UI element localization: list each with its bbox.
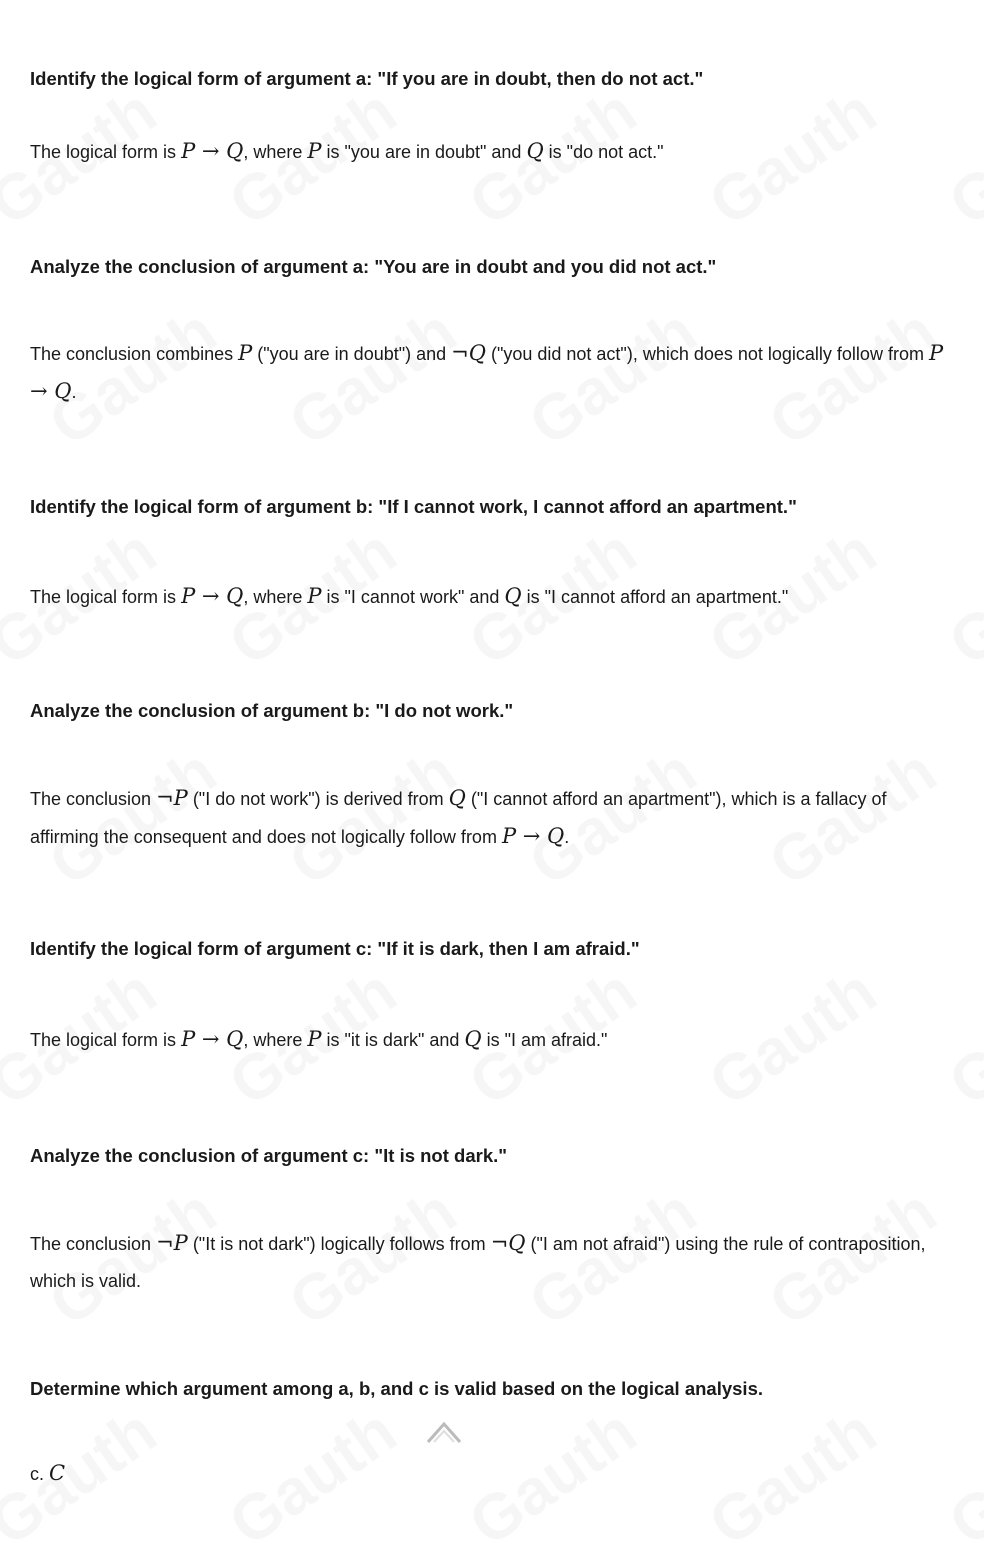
math-expression: P: [307, 584, 322, 608]
chevron-up-icon[interactable]: [424, 1418, 464, 1446]
text-segment: The logical form is: [30, 1030, 182, 1050]
step-heading: [30, 60, 954, 97]
text-segment: .: [71, 382, 77, 402]
text-segment: The conclusion combines: [30, 344, 239, 364]
math-expression: ¬P: [156, 786, 188, 810]
math-expression: Q: [464, 1027, 482, 1051]
math-expression: P: [307, 139, 322, 163]
step-text: [30, 1225, 954, 1300]
math-expression: P → Q: [181, 584, 244, 608]
math-expression: C: [49, 1461, 66, 1485]
step-text: [30, 1021, 954, 1059]
math-expression: Q: [448, 786, 466, 810]
text-segment: Analyze the conclusion of argument a: "You are in doubt and you did not act.": [30, 256, 717, 277]
math-expression: ¬Q: [490, 1231, 526, 1255]
math-expression: P: [307, 1027, 322, 1051]
math-expression: Q: [526, 139, 544, 163]
text-segment: ("It is not dark") logically follows from: [187, 1234, 491, 1254]
math-expression: P → Q: [181, 139, 244, 163]
text-segment: ("you did not act"), which does not logically follow from: [485, 344, 929, 364]
text-segment: Identify the logical form of argument c: "If it is dark, then I am afraid.": [30, 938, 640, 959]
text-segment: Determine which argument among a, b, and c is valid based on the logical analysis.: [30, 1378, 763, 1399]
step-text: [30, 578, 954, 616]
text-segment: is "I cannot work" and: [321, 587, 505, 607]
step-heading: [30, 488, 954, 525]
step-text: [30, 1455, 954, 1493]
text-segment: ("I cannot afford an apartment"), which is a fallacy of affirming the consequent and does not logically follow from: [30, 789, 887, 847]
text-segment: is "do not act.": [543, 142, 664, 162]
text-segment: is "it is dark" and: [321, 1030, 465, 1050]
text-segment: c.: [30, 1464, 50, 1484]
step-heading: [30, 1137, 954, 1174]
step-text: [30, 133, 954, 171]
text-segment: ("I do not work") is derived from: [187, 789, 449, 809]
math-expression: ¬P: [156, 1231, 188, 1255]
text-segment: Identify the logical form of argument a: "If you are in doubt, then do not act.": [30, 68, 704, 89]
step-heading: [30, 930, 954, 967]
text-segment: is "I am afraid.": [481, 1030, 608, 1050]
step-text: [30, 780, 954, 856]
text-segment: The conclusion: [30, 789, 157, 809]
text-segment: is "you are in doubt" and: [321, 142, 527, 162]
text-segment: ("I am not afraid") using the rule of contraposition, which is valid.: [30, 1234, 926, 1291]
step-heading: [30, 692, 954, 729]
text-segment: , where: [243, 142, 308, 162]
text-segment: , where: [243, 587, 308, 607]
math-expression: P: [238, 341, 253, 365]
math-expression: P → Q: [30, 341, 944, 403]
text-segment: The logical form is: [30, 142, 182, 162]
text-segment: is "I cannot afford an apartment.": [521, 587, 789, 607]
step-heading: [30, 1370, 954, 1407]
step-heading: [30, 248, 954, 285]
text-segment: Analyze the conclusion of argument c: "It is not dark.": [30, 1145, 508, 1166]
text-segment: The conclusion: [30, 1234, 157, 1254]
math-expression: P → Q: [501, 824, 565, 848]
math-expression: ¬Q: [451, 341, 486, 365]
math-expression: Q: [504, 584, 522, 608]
text-segment: The logical form is: [30, 587, 182, 607]
text-segment: .: [564, 827, 570, 847]
text-segment: ("you are in doubt") and: [252, 344, 452, 364]
text-segment: , where: [243, 1030, 308, 1050]
text-segment: Analyze the conclusion of argument b: "I do not work.": [30, 700, 514, 721]
step-text: [30, 335, 954, 411]
math-expression: P → Q: [181, 1027, 244, 1051]
text-segment: Identify the logical form of argument b: "If I cannot work, I cannot afford an apartment.": [30, 496, 797, 517]
